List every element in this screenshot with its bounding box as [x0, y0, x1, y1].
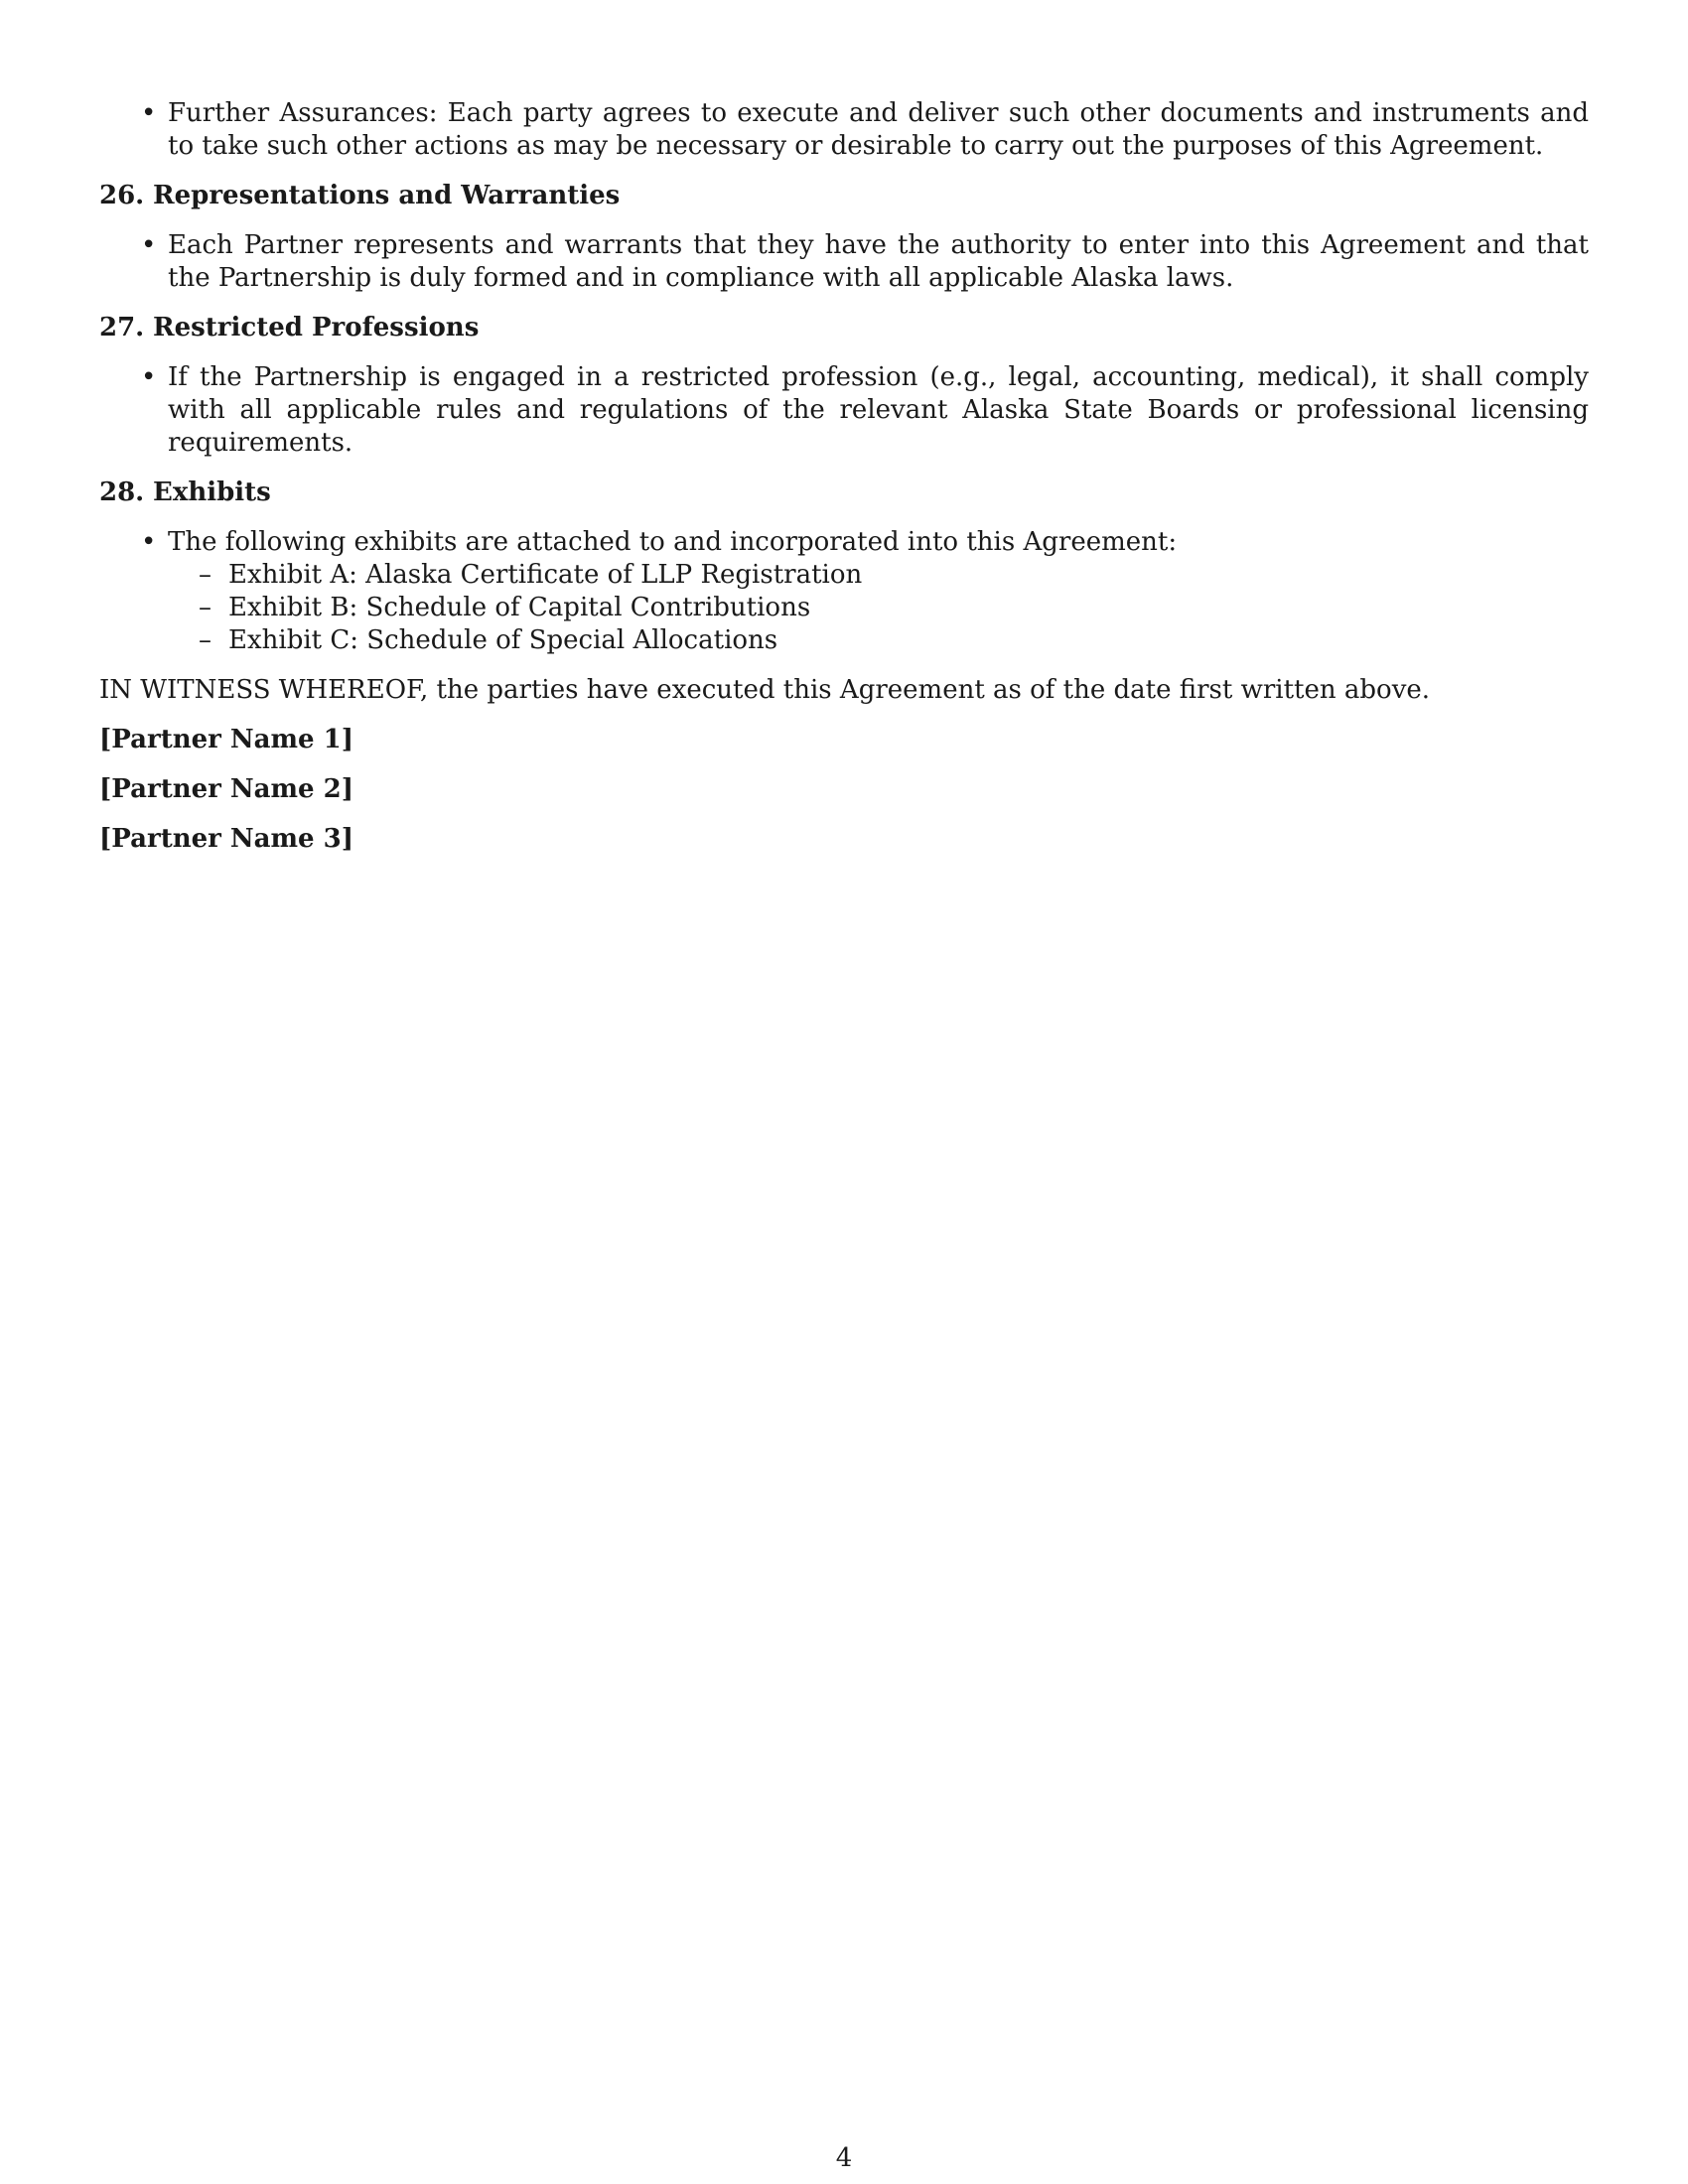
list-item-text: If the Partnership is engaged in a restricted profession (e.g., legal, accounting, medical), it shall comply with all applicable rules and regulations of the relevant Alaska State Boards or professional licensing requirements.: [168, 362, 1589, 458]
section-26: [99, 180, 1589, 295]
section-title: Exhibits: [153, 478, 271, 507]
document-page: [99, 97, 1589, 856]
list-item-text: The following exhibits are attached to and incorporated into this Agreement:: [168, 527, 1178, 557]
list-item-text: Each Partner represents and warrants that they have the authority to enter into this Agreement and that the Partnership is duly formed and in compliance with all applicable Alaska laws.: [168, 230, 1589, 293]
section-title: Restricted Professions: [153, 313, 480, 342]
list-item: [99, 526, 1589, 657]
section-number: 27.: [99, 313, 145, 342]
signature-partner-2: [Partner Name 2]: [99, 774, 354, 804]
dash-icon: –: [199, 625, 211, 655]
exhibit-text: Exhibit B: Schedule of Capital Contributions: [228, 593, 811, 622]
exhibit-text: Exhibit A: Alaska Certificate of LLP Registration: [228, 560, 863, 590]
bullet-icon: •: [141, 362, 157, 392]
bullet-icon: •: [141, 527, 157, 557]
further-assurances-item: [99, 97, 1589, 163]
witness-clause: IN WITNESS WHEREOF, the parties have executed this Agreement as of the date first written above.: [99, 675, 1431, 705]
bullet-icon: •: [141, 98, 157, 128]
exhibit-item: [99, 559, 1589, 592]
section-number: 26.: [99, 181, 145, 210]
section-title: Representations and Warranties: [153, 181, 621, 210]
list-item: [99, 229, 1589, 295]
dash-icon: –: [199, 560, 211, 590]
section-heading: [99, 180, 1589, 212]
section-heading: [99, 312, 1589, 344]
section-number: 28.: [99, 478, 145, 507]
section-heading: [99, 477, 1589, 509]
exhibit-list: [168, 559, 1589, 657]
list-item: [99, 361, 1589, 460]
page-number: 4: [835, 2143, 853, 2173]
exhibit-text: Exhibit C: Schedule of Special Allocations: [228, 625, 778, 655]
further-assurances-text: Further Assurances: Each party agrees to execute and deliver such other documents and instruments and to take such other actions as may be necessary or desirable to carry out the purposes of this Agreement.: [168, 98, 1589, 161]
dash-icon: –: [199, 593, 211, 622]
exhibit-item: [99, 624, 1589, 657]
section-28: [99, 477, 1589, 657]
bullet-icon: •: [141, 230, 157, 260]
signature-partner-3: [Partner Name 3]: [99, 824, 354, 854]
section-27: [99, 312, 1589, 460]
signature-partner-1: [Partner Name 1]: [99, 725, 354, 754]
exhibit-item: [99, 592, 1589, 624]
